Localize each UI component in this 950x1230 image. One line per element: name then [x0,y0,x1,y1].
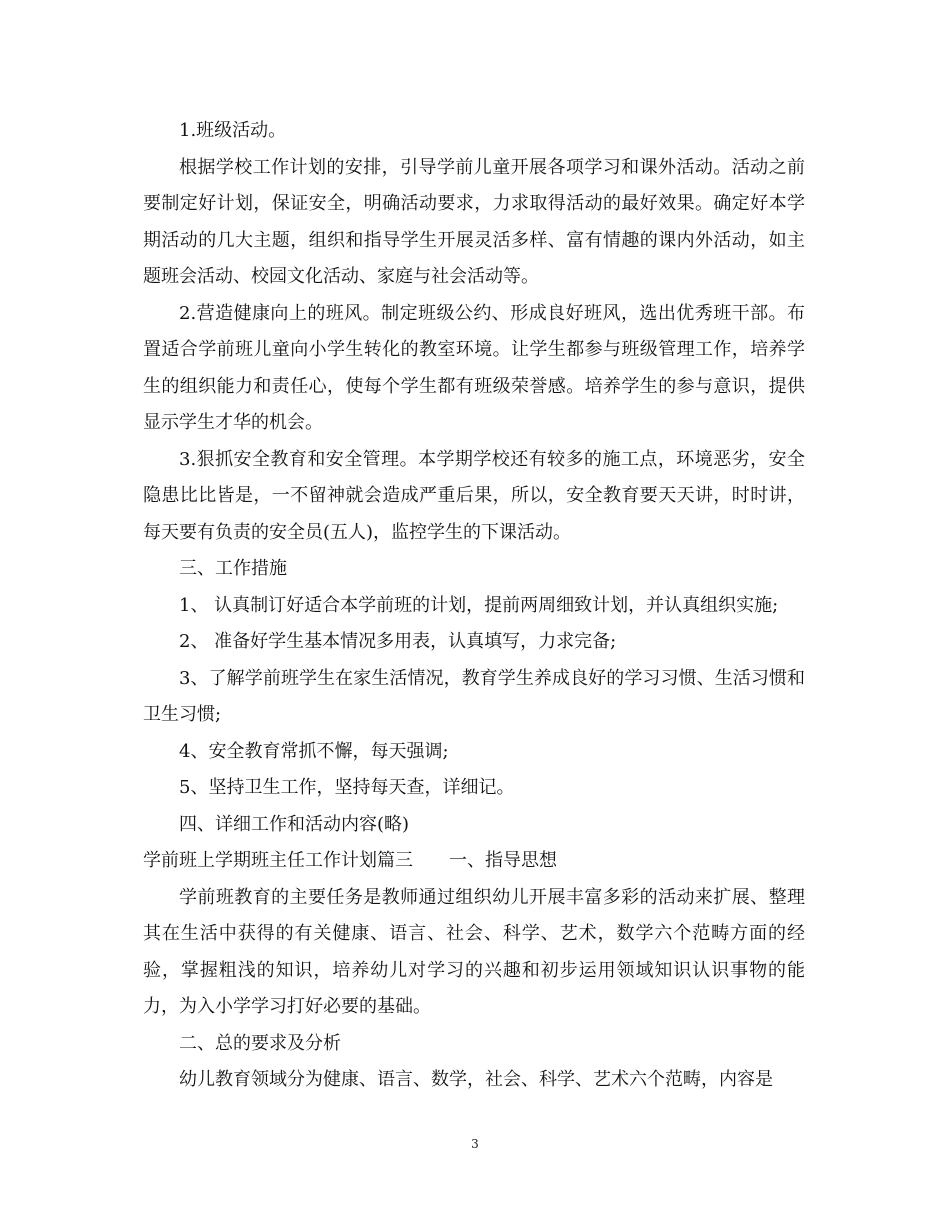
heading-plan-part-three: 学前班上学期班主任工作计划篇三 一、指导思想 [143,850,557,871]
document-body [143,113,805,1099]
paragraph-class-activities-body: 根据学校工作计划的安排，引导学前儿童开展各项学习和课外活动。活动之前要制定好计划，保证安全，明确活动要求，力求取得活动的最好效果。确定好本学期活动的几大主题，组织和指导学生开展灵活多样、富有情趣的课内外活动，如主题班会活动、校园文化活动、家庭与社会活动等。 [143,156,805,287]
list-item-measure-3: 3、了解学前班学生在家生活情况，教育学生养成良好的学习习惯、生活习惯和卫生习惯; [143,667,805,725]
list-item-measure-1: 1、 认真制订好适合本学前班的计划，提前两周细致计划，并认真组织实施; [179,594,779,616]
paragraph-main-task: 学前班教育的主要任务是教师通过组织幼儿开展丰富多彩的活动来扩展、整理其在生活中获得的有关健康、语言、社会、科学、艺术，数学六个范畴方面的经验，掌握粗浅的知识，培养幼儿对学习的兴趣和初步运用领域知识认识事物的能力，为入小学学习打好必要的基础。 [143,886,805,1017]
page-number: 3 [471,1137,479,1151]
paragraph-class-activities-heading: 1.班级活动。 [179,120,287,141]
heading-detailed-activities: 四、详细工作和活动内容(略) [179,813,410,835]
heading-requirements-analysis: 二、总的要求及分析 [179,1032,341,1054]
paragraph-safety-education: 3.狠抓安全教育和安全管理。本学期学校还有较多的施工点，环境恶劣，安全隐患比比皆是，一不留神就会造成严重后果，所以，安全教育要天天讲，时时讲，每天要有负责的安全员(五人)，监控学生的下课活动。 [143,448,805,543]
list-item-measure-2: 2、 准备好学生基本情况多用表，认真填写，力求完备; [179,631,617,652]
list-item-measure-5: 5、坚持卫生工作，坚持每天查，详细记。 [179,777,515,798]
list-item-measure-4: 4、安全教育常抓不懈，每天强调; [179,740,449,762]
heading-work-measures: 三、工作措施 [179,558,287,579]
paragraph-class-atmosphere: 2.营造健康向上的班风。制定班级公约、形成良好班风，选出优秀班干部。布置适合学前班儿童向小学生转化的教室环境。让学生都参与班级管理工作，培养学生的组织能力和责任心，使每个学生都有班级荣誉感。培养学生的参与意识，提供显示学生才华的机会。 [143,302,805,433]
paragraph-education-domains: 幼儿教育领域分为健康、语言、数学，社会、科学、艺术六个范畴，内容是 [179,1069,773,1090]
